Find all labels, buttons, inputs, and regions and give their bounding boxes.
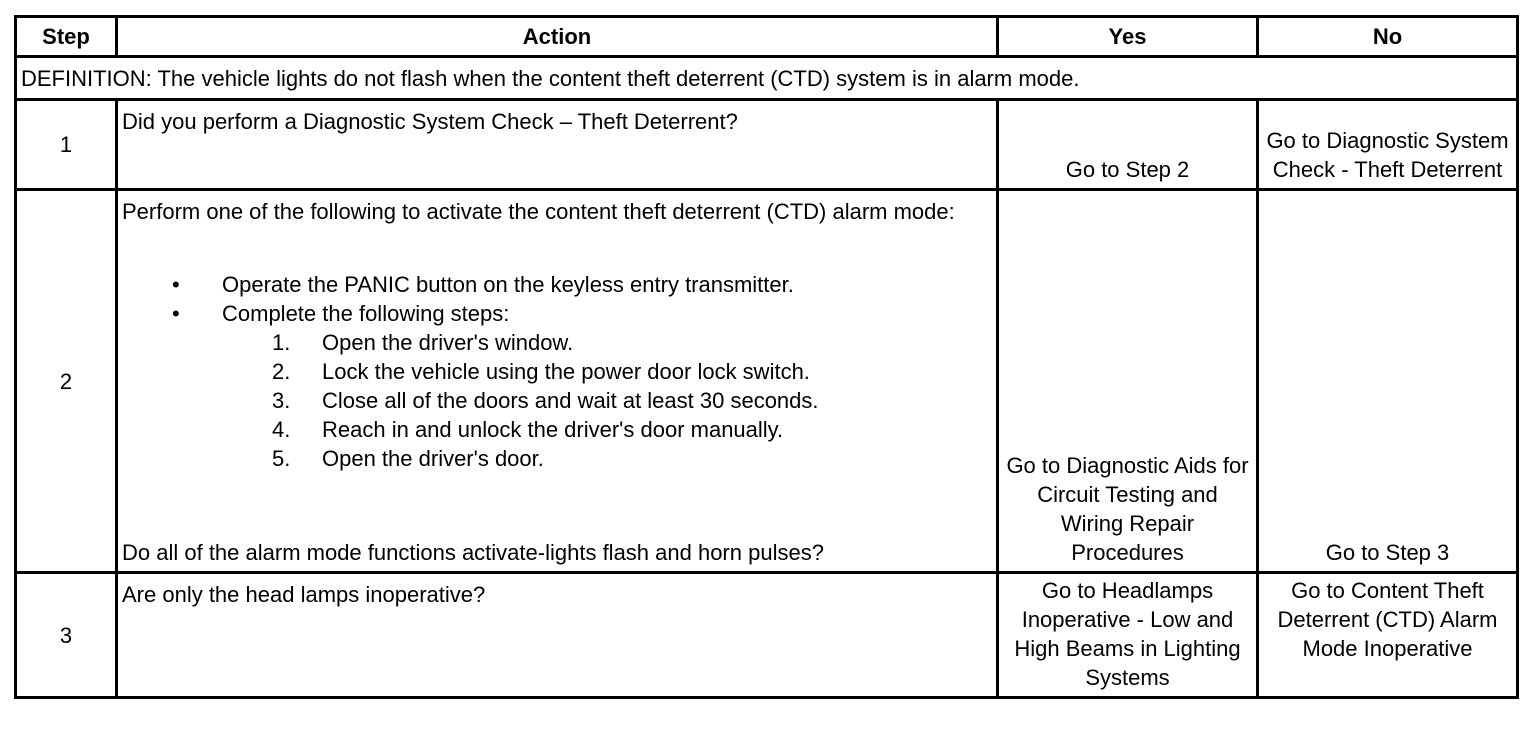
bullet-text: Operate the PANIC button on the keyless entry transmitter.	[222, 272, 794, 297]
table-row	[16, 100, 1518, 190]
header-row	[16, 17, 1518, 57]
list-item	[122, 328, 992, 357]
substep-number: 1.	[272, 330, 291, 355]
substep-text: Lock the vehicle using the power door lock switch.	[322, 359, 810, 384]
header-yes: Yes	[998, 17, 1258, 57]
bullet-icon: •	[172, 301, 180, 326]
step-number: 3	[16, 573, 117, 698]
list-item	[122, 444, 992, 473]
diagnostic-table-page	[14, 15, 1516, 699]
yes-result: Go to Diagnostic Aids for Circuit Testing and Wiring Repair Procedures	[998, 190, 1258, 573]
action-cell	[117, 190, 998, 573]
bullet-icon: •	[172, 272, 180, 297]
no-result: Go to Content Theft Deterrent (CTD) Alarm Mode Inoperative	[1258, 573, 1518, 698]
substep-text: Open the driver's window.	[322, 330, 574, 355]
definition-row	[16, 57, 1518, 100]
substep-number: 3.	[272, 388, 291, 413]
no-result: Go to Step 3	[1258, 190, 1518, 573]
action-text: Did you perform a Diagnostic System Check – Theft Deterrent?	[117, 100, 998, 190]
diagnostic-table	[14, 15, 1519, 699]
action-intro: Perform one of the following to activate the content theft deterrent (CTD) alarm mode:	[122, 199, 955, 224]
table-row	[16, 190, 1518, 573]
step-number: 2	[16, 190, 117, 573]
substep-number: 5.	[272, 446, 291, 471]
yes-result: Go to Step 2	[998, 100, 1258, 190]
list-item	[122, 299, 992, 473]
table-row	[16, 573, 1518, 698]
substep-list	[222, 328, 992, 473]
substep-text: Close all of the doors and wait at least 30 seconds.	[322, 388, 819, 413]
header-action: Action	[117, 17, 998, 57]
list-item	[122, 386, 992, 415]
list-item	[122, 415, 992, 444]
header-step: Step	[16, 17, 117, 57]
definition-text: DEFINITION: The vehicle lights do not flash when the content theft deterrent (CTD) system is in alarm mode.	[16, 57, 1518, 100]
yes-result: Go to Headlamps Inoperative - Low and High Beams in Lighting Systems	[998, 573, 1258, 698]
no-result: Go to Diagnostic System Check - Theft Deterrent	[1258, 100, 1518, 190]
substep-text: Reach in and unlock the driver's door manually.	[322, 417, 784, 442]
action-text: Are only the head lamps inoperative?	[117, 573, 998, 698]
substep-text: Open the driver's door.	[322, 446, 544, 471]
action-question: Do all of the alarm mode functions activate-lights flash and horn pulses?	[122, 540, 824, 565]
substep-number: 4.	[272, 417, 291, 442]
bullet-text: Complete the following steps:	[222, 301, 510, 326]
action-bullet-list	[122, 270, 992, 473]
list-item	[122, 357, 992, 386]
step-number: 1	[16, 100, 117, 190]
list-item	[122, 270, 992, 299]
header-no: No	[1258, 17, 1518, 57]
substep-number: 2.	[272, 359, 291, 384]
